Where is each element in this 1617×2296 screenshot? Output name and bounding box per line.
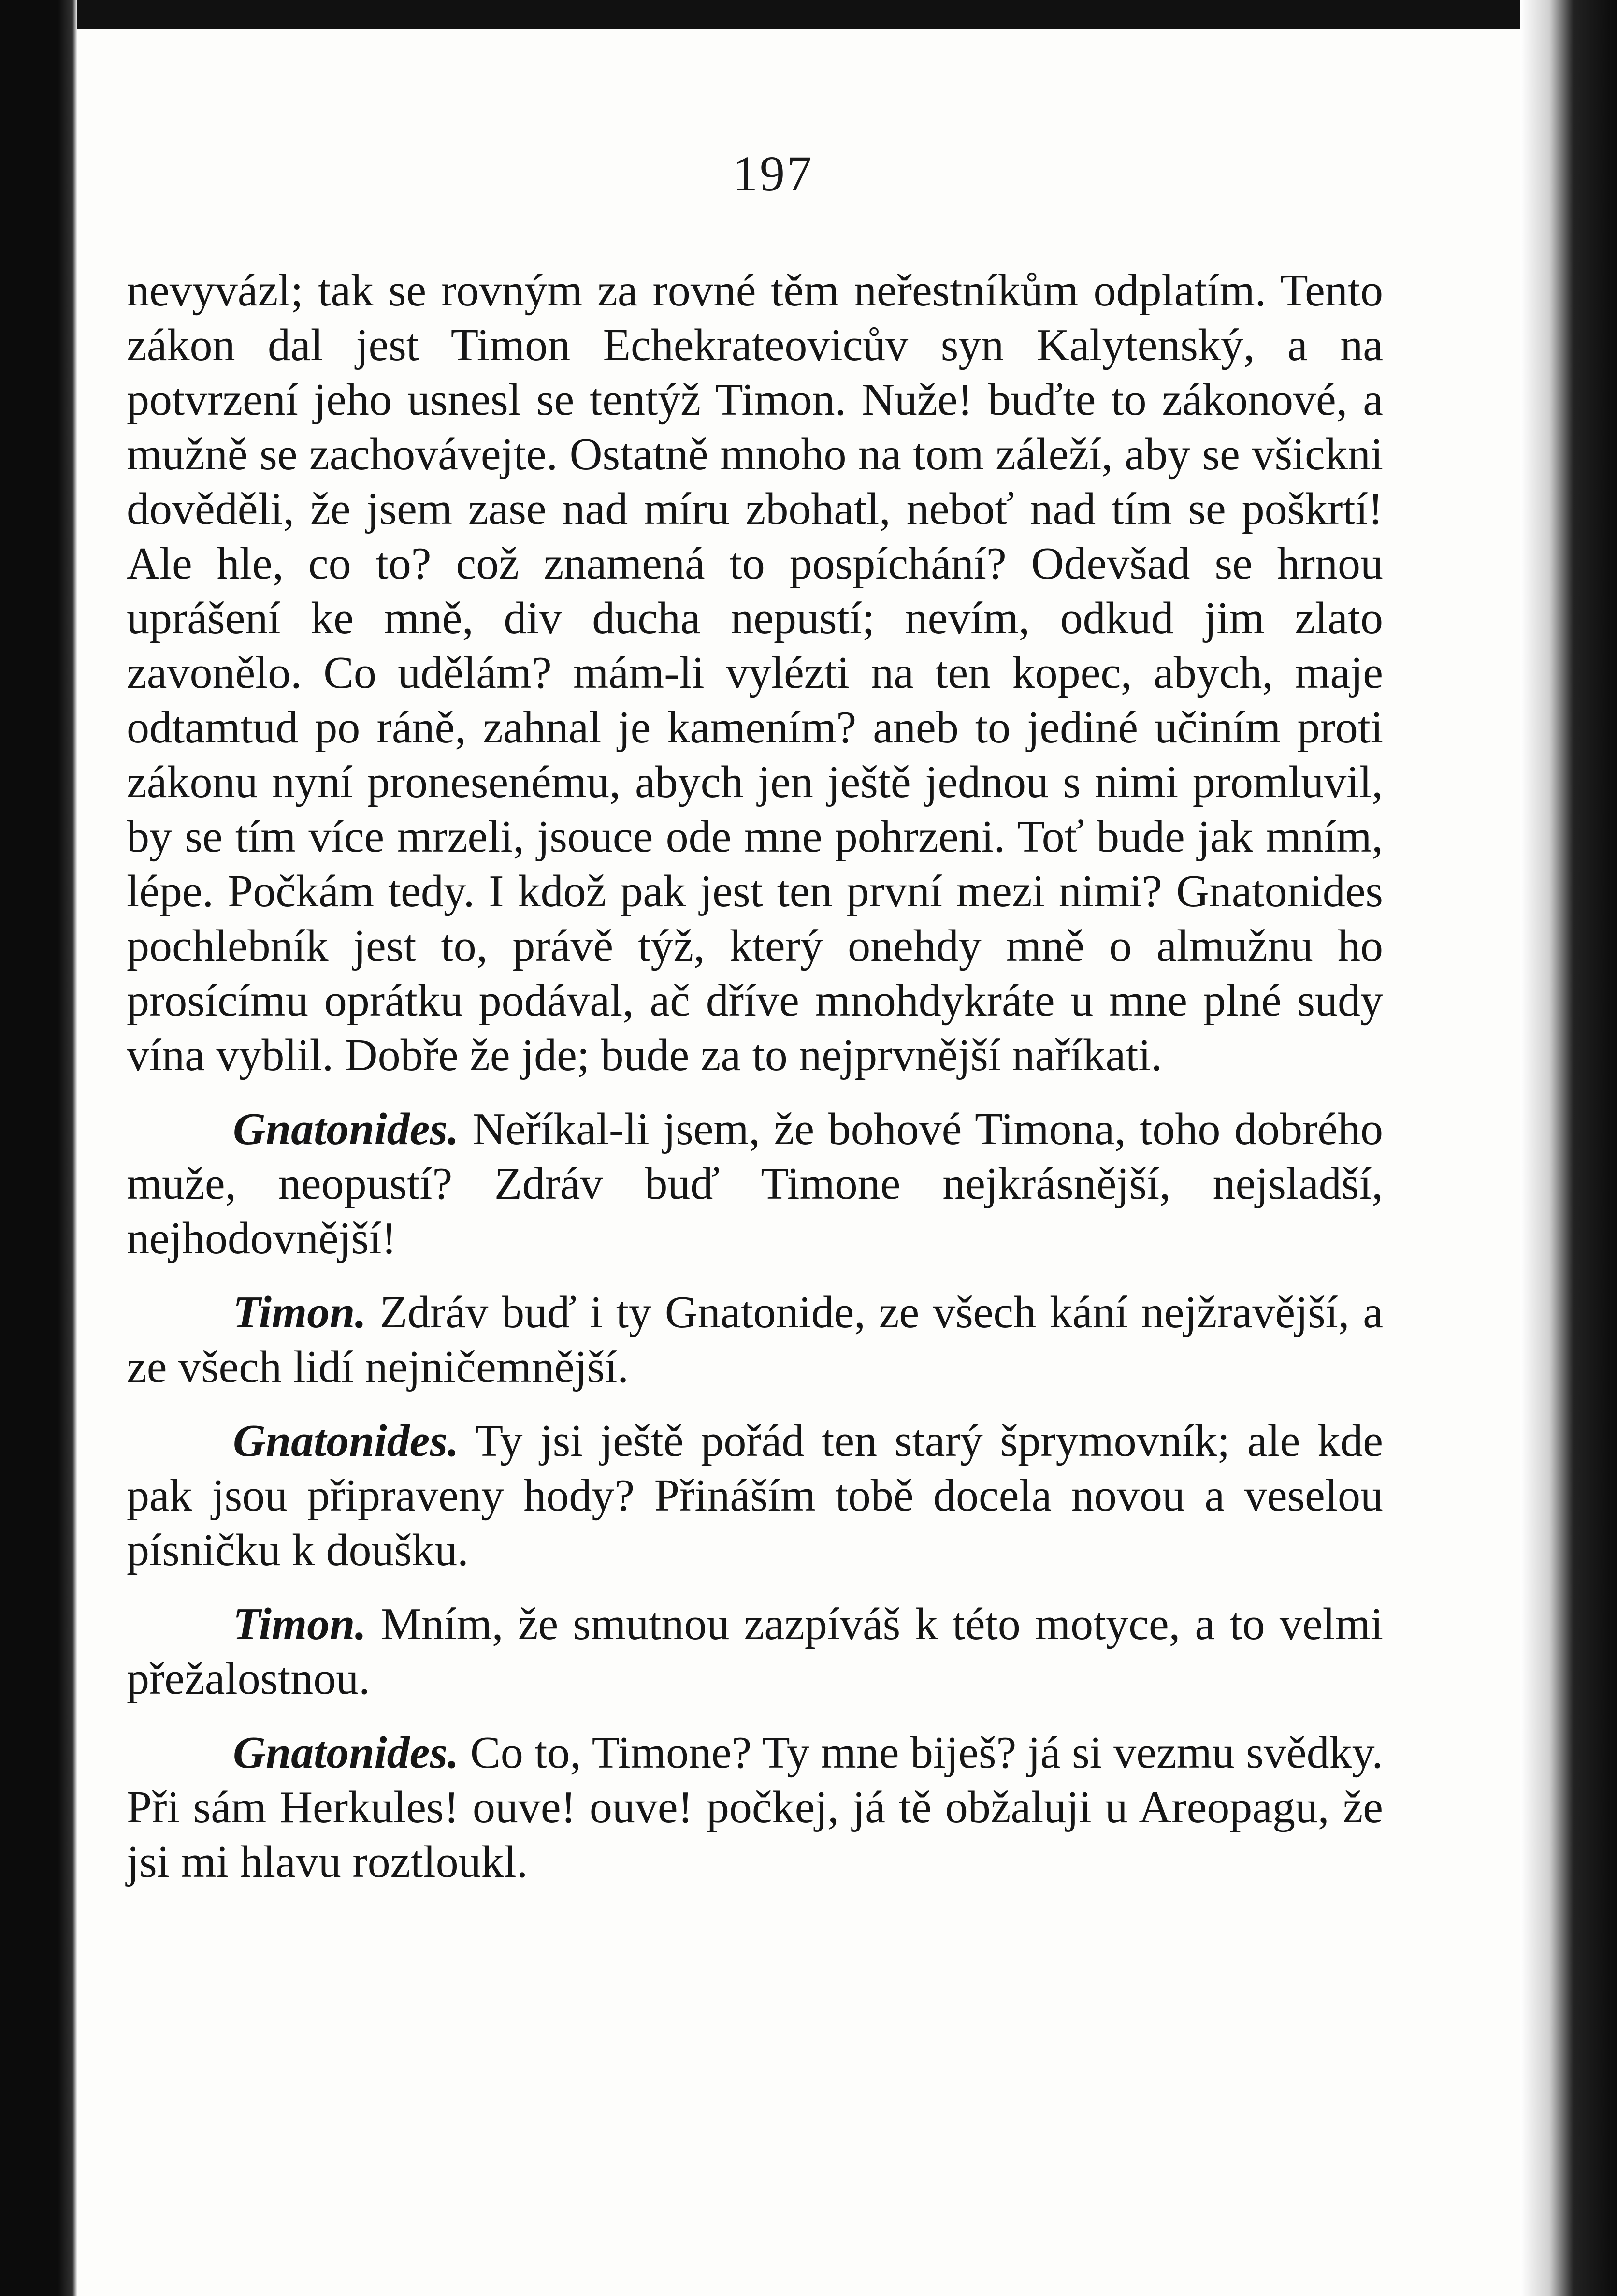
scan-right-border	[1520, 0, 1617, 2296]
text-body	[127, 263, 1383, 1889]
dialogue-paragraph-5	[127, 1726, 1383, 1889]
speaker-label: Gnatonides.	[233, 1728, 459, 1778]
dialogue-text: Ty jsi ještě pořád ten starý šprymovník; ale kde pak jsou připraveny hody? Přináším tobě docela novou a veselou písničku k doušku.	[127, 1416, 1383, 1575]
dialogue-text: Mním, že smutnou zazpíváš k této motyce, a to velmi přežalostnou.	[127, 1599, 1383, 1704]
dialogue-text: Zdráv buď i ty Gnatonide, ze všech kání nejžravější, a ze všech lidí nejničemnější.	[127, 1287, 1383, 1392]
page-number: 197	[733, 146, 814, 202]
speaker-label: Timon.	[233, 1287, 366, 1337]
dialogue-paragraph-2	[127, 1285, 1383, 1395]
speaker-label: Gnatonides.	[233, 1416, 459, 1466]
scan-top-border	[0, 0, 1617, 29]
intro-paragraph: nevyvázl; tak se rovným za rovné těm neřestníkům odplatím. Tento zákon dal jest Timon Echekrateovicův syn Kalytenský, a na potvrzení jeho usnesl se tentýž Timon. Nuže! buďte to zákonové, a mužně se zachovávejte. Ostatně mnoho na tom záleží, aby se všickni dověděli, že jsem zase nad míru zbohatl, neboť nad tím se poškrtí! Ale hle, co to? což znamená to pospíchání? Odevšad se hrnou uprášení ke mně, div ducha nepustí; nevím, odkud jim zlato zavonělo. Co udělám? mám-li vylézti na ten kopec, abych, maje odtamtud po ráně, zahnal je kamením? aneb to jediné učiním proti zákonu nyní pronesenému, abych jen ještě jednou s nimi promluvil, by se tím více mrzeli, jsouce ode mne pohrzeni. Toť bude jak mním, lépe. Počkám tedy. I kdož pak jest ten první mezi nimi? Gnatonides pochlebník jest to, právě týž, který onehdy mně o almužnu ho prosícímu oprátku podával, ač dříve mnohdykráte u mne plné sudy vína vyblil. Dobře že jde; bude za to nejprvnější naříkati.	[127, 265, 1383, 1080]
dialogue-paragraph-1	[127, 1102, 1383, 1266]
speaker-label: Gnatonides.	[233, 1104, 459, 1154]
dialogue-paragraph-3	[127, 1414, 1383, 1578]
dialogue-paragraph-4	[127, 1597, 1383, 1706]
dialogue-text: Co to, Timone? Ty mne biješ? já si vezmu svědky. Při sám Herkules! ouve! ouve! počkej, já tě obžaluji u Areopagu, že jsi mi hlavu roztloukl.	[127, 1728, 1383, 1887]
speaker-label: Timon.	[233, 1599, 366, 1649]
dialogue-text: Neříkal-li jsem, že bohové Timona, toho dobrého muže, neopustí? Zdráv buď Timone nejkrásnější, nejsladší, nejhodovnější!	[127, 1104, 1383, 1264]
scan-left-border	[0, 0, 77, 2296]
